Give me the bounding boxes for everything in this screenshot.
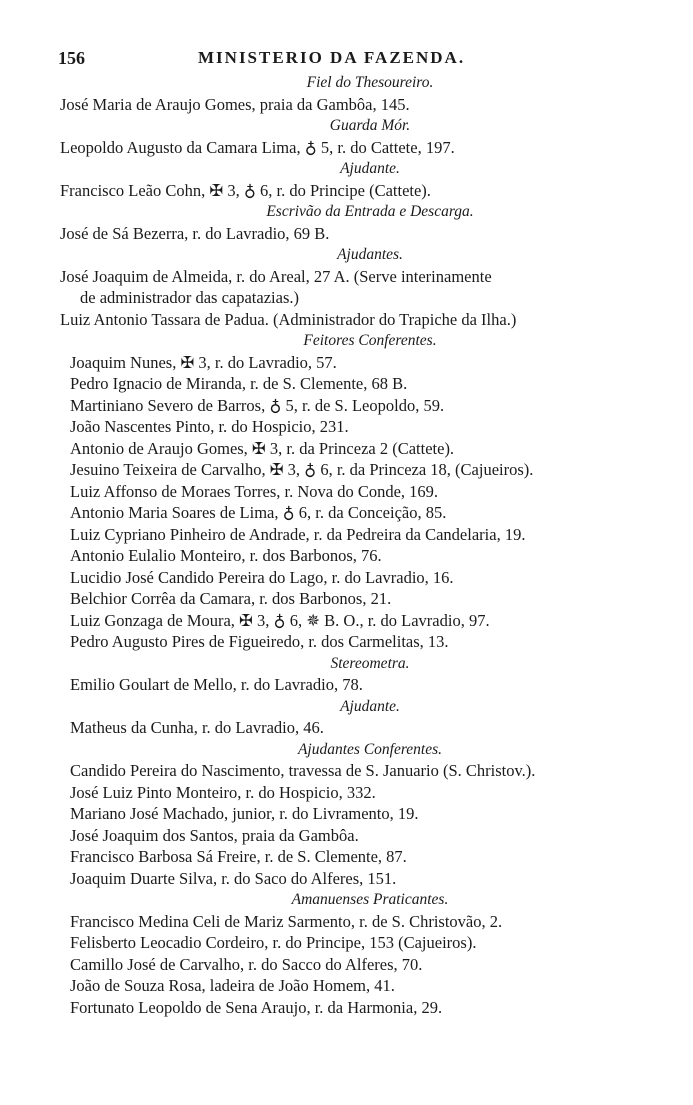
directory-entry: Luiz Affonso de Moraes Torres, r. Nova do Conde, 169.: [70, 481, 439, 501]
directory-entry: José Joaquim dos Santos, praia da Gambôa.: [70, 825, 359, 845]
directory-entry: José Maria de Araujo Gomes, praia da Gambôa, 145.: [60, 94, 410, 114]
directory-entry: José de Sá Bezerra, r. do Lavradio, 69 B.: [60, 223, 330, 243]
directory-entry: José Joaquim de Almeida, r. do Areal, 27 A. (Serve interinamente: [60, 266, 492, 286]
directory-entry: Luiz Antonio Tassara de Padua. (Administrador do Trapiche da Ilha.): [60, 309, 517, 329]
page-number: 156: [58, 48, 85, 68]
directory-entry: Martiniano Severo de Barros, ♁ 5, r. de S. Leopoldo, 59.: [70, 395, 445, 415]
section-heading: Ajudantes Conferentes.: [297, 740, 443, 758]
directory-entry: Luiz Gonzaga de Moura, ✠ 3, ♁ 6, ✵ B. O., r. do Lavradio, 97.: [70, 610, 490, 630]
directory-entry: Felisberto Leocadio Cordeiro, r. do Principe, 153 (Cajueiros).: [70, 933, 477, 952]
directory-entry: Francisco Medina Celi de Mariz Sarmento, r. de S. Christovão, 2.: [70, 911, 503, 931]
directory-entry: Jesuino Teixeira de Carvalho, ✠ 3, ♁ 6, r. da Princeza 18, (Cajueiros).: [70, 460, 534, 479]
directory-entry: Joaquim Duarte Silva, r. do Saco do Alferes, 151.: [70, 868, 397, 888]
directory-entry: Fortunato Leopoldo de Sena Araujo, r. da Harmonia, 29.: [70, 997, 443, 1017]
directory-entry: Emilio Goulart de Mello, r. do Lavradio, 78.: [70, 675, 363, 694]
directory-entry: Candido Pereira do Nascimento, travessa de S. Januario (S. Christov.).: [70, 761, 536, 780]
page-header: [58, 48, 653, 74]
entry-continuation: de administrador das capatazias.): [80, 288, 299, 307]
running-title: MINISTERIO DA FAZENDA.: [198, 48, 466, 67]
directory-entry: Joaquim Nunes, ✠ 3, r. do Lavradio, 57.: [70, 352, 337, 372]
section-heading: Fiel do Thesoureiro.: [306, 74, 434, 91]
page-body: [58, 72, 658, 1018]
section-heading: Feitores Conferentes.: [303, 332, 437, 349]
directory-entry: Francisco Barbosa Sá Freire, r. de S. Clemente, 87.: [70, 847, 407, 866]
directory-entry: Mariano José Machado, junior, r. do Livramento, 19.: [70, 804, 419, 823]
section-heading: Ajudante.: [340, 697, 400, 715]
section-heading: Escrivão da Entrada e Descarga.: [266, 203, 474, 220]
directory-entry: Belchior Corrêa da Camara, r. dos Barbonos, 21.: [70, 589, 392, 608]
directory-entry: Pedro Ignacio de Miranda, r. de S. Clemente, 68 B.: [70, 374, 408, 393]
directory-entry: Antonio Eulalio Monteiro, r. dos Barbonos, 76.: [70, 546, 382, 565]
directory-entry: Leopoldo Augusto da Camara Lima, ♁ 5, r. do Cattete, 197.: [60, 137, 455, 157]
directory-entry: José Luiz Pinto Monteiro, r. do Hospicio, 332.: [70, 782, 376, 802]
directory-entry: Francisco Leão Cohn, ✠ 3, ♁ 6, r. do Principe (Cattete).: [60, 180, 431, 200]
directory-entry: Antonio Maria Soares de Lima, ♁ 6, r. da Conceição, 85.: [70, 503, 447, 522]
section-heading: Stereometra.: [330, 654, 410, 672]
section-heading: Guarda Mór.: [329, 117, 411, 134]
directory-entry: Lucidio José Candido Pereira do Lago, r. do Lavradio, 16.: [70, 567, 454, 587]
directory-entry: Pedro Augusto Pires de Figueiredo, r. dos Carmelitas, 13.: [70, 632, 449, 651]
section-heading: Ajudante.: [340, 160, 400, 177]
directory-entry: Camillo José de Carvalho, r. do Sacco do Alferes, 70.: [70, 954, 423, 974]
directory-entry: João de Souza Rosa, ladeira de João Homem, 41.: [70, 976, 395, 995]
directory-entry: Antonio de Araujo Gomes, ✠ 3, r. da Princeza 2 (Cattete).: [70, 438, 455, 458]
section-heading: Amanuenses Praticantes.: [291, 891, 449, 908]
directory-entry: João Nascentes Pinto, r. do Hospicio, 231.: [70, 417, 349, 436]
directory-entry: Luiz Cypriano Pinheiro de Andrade, r. da Pedreira da Candelaria, 19.: [70, 524, 526, 544]
section-heading: Ajudantes.: [337, 246, 403, 263]
directory-entry: Matheus da Cunha, r. do Lavradio, 46.: [70, 718, 324, 737]
